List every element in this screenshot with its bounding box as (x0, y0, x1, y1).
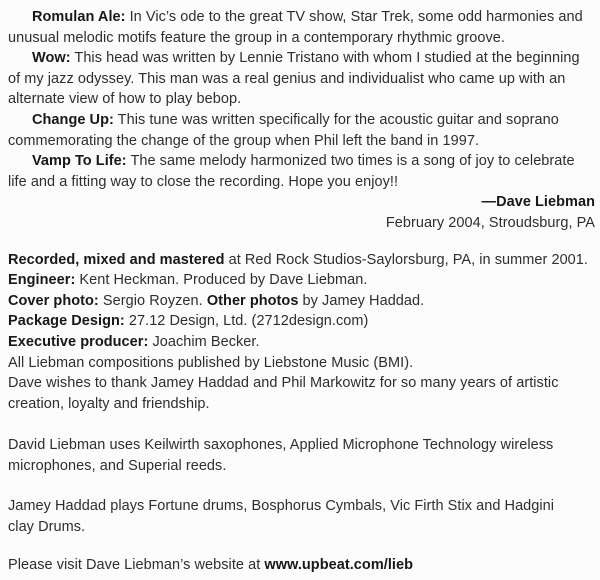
bold-text-segment: Wow: (32, 50, 71, 67)
text-segment: This head was written by Lennie Tristano with whom I studied at the beginning (70, 50, 580, 67)
bold-text-segment: Cover photo: (8, 292, 99, 309)
text-line (8, 131, 595, 152)
text-segment: David Liebman uses Keilwirth saxophones, Applied Microphone Technology wireless (8, 437, 554, 454)
credits-section (8, 250, 595, 415)
text-segment: In Vic’s ode to the great TV show, Star Trek, some odd harmonies and (125, 9, 583, 25)
text-line (8, 172, 595, 193)
text-segment: of my jazz odyssey. This man was a real genius and individualist who came up with an (8, 70, 566, 87)
text-line (8, 213, 595, 234)
text-line (8, 110, 595, 131)
text-line (8, 496, 595, 517)
text-line (8, 250, 595, 271)
text-line (8, 435, 595, 456)
track-notes-section (8, 7, 595, 192)
text-line (8, 69, 595, 90)
bold-text-segment: Change Up: (32, 111, 114, 128)
text-segment: Kent Heckman. Produced by Dave Liebman. (75, 272, 368, 289)
text-segment: clay Drums. (8, 519, 86, 536)
bold-text-segment: Romulan Ale: (32, 9, 126, 25)
sax-endorsements-section (8, 435, 595, 476)
bold-text-segment: Other photos (206, 292, 299, 309)
text-segment: commemorating the change of the group when Phil left the band in 1997. (8, 132, 480, 149)
drum-endorsements-section (8, 496, 595, 537)
text-segment: unusual melodic motifs feature the group in a contemporary rhythmic groove. (8, 29, 505, 46)
text-segment: life and a fitting way to close the recording. Hope you enjoy!! (8, 173, 399, 190)
website-section (8, 555, 595, 576)
bold-text-segment: —Dave Liebman (481, 194, 595, 211)
text-line (8, 48, 595, 69)
bold-text-segment: www.upbeat.com/lieb (264, 556, 414, 573)
text-line (8, 192, 595, 213)
bold-text-segment: Executive producer: (8, 333, 149, 350)
bold-text-segment: Vamp To Life: (32, 153, 127, 170)
text-line (8, 394, 595, 415)
text-segment: creation, loyalty and friendship. (8, 395, 210, 412)
bold-text-segment: Engineer: (8, 272, 76, 289)
text-segment: by Jamey Haddad. (298, 292, 425, 309)
text-segment: Jamey Haddad plays Fortune drums, Bosphorus Cymbals, Vic Firth Stix and Hadgini (8, 498, 555, 515)
text-segment: 27.12 Design, Ltd. (2712design.com) (124, 313, 369, 330)
text-line (8, 555, 595, 576)
text-segment: All Liebman compositions published by Liebstone Music (BMI). (8, 354, 414, 371)
text-line (8, 456, 595, 477)
text-line (8, 89, 595, 110)
text-segment: microphones, and Superial reeds. (8, 457, 227, 474)
text-segment: alternate view of how to play bebop. (8, 91, 242, 108)
bold-text-segment: Package Design: (8, 313, 125, 330)
signature-section (8, 192, 595, 233)
text-segment: Dave wishes to thank Jamey Haddad and Phil Markowitz for so many years of artistic (8, 375, 559, 392)
text-line (8, 28, 595, 49)
text-line (8, 353, 595, 374)
text-line (8, 7, 595, 28)
text-line (8, 270, 595, 291)
text-segment: Sergio Royzen. (98, 292, 207, 309)
text-segment: This tune was written specifically for the acoustic guitar and soprano (113, 111, 559, 128)
text-segment: Joachim Becker. (148, 333, 260, 350)
bold-text-segment: Recorded, mixed and mastered (8, 251, 225, 268)
text-segment: The same melody harmonized two times is a song of joy to celebrate (126, 153, 575, 170)
text-line (8, 517, 595, 538)
text-line (8, 311, 595, 332)
text-line (8, 291, 595, 312)
text-segment: at Red Rock Studios-Saylorsburg, PA, in summer 2001. (224, 251, 588, 268)
text-segment: Please visit Dave Liebman’s website at (8, 556, 265, 573)
text-line (8, 332, 595, 353)
text-line (8, 151, 595, 172)
text-segment: February 2004, Stroudsburg, PA (385, 214, 595, 231)
text-line (8, 373, 595, 394)
